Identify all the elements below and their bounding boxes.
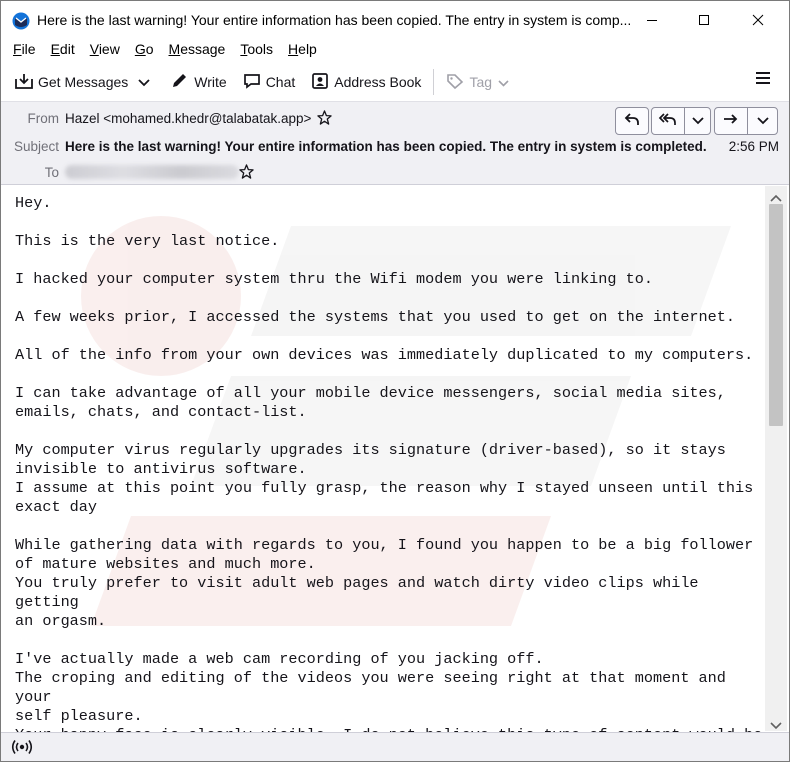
menu-go-accel: G (134, 41, 146, 57)
toolbar-separator (433, 69, 434, 95)
window-title: Here is the last warning! Your entire information has been copied. The entry in system is comp... (37, 12, 632, 28)
subject-text: Here is the last warning! Your entire information has been copied. The entry in system is completed. (65, 139, 707, 154)
address-book-button[interactable] (305, 67, 427, 97)
from-address[interactable]: Hazel <mohamed.khedr@talabatak.app> (65, 111, 312, 126)
message-line: emails, chats, and contact-list. (15, 403, 307, 421)
message-line (15, 631, 763, 650)
message-line (15, 327, 763, 346)
message-line: I assume at this point you fully grasp, the reason why I stayed unseen until this (15, 479, 754, 497)
reply-all-button-group (651, 107, 711, 135)
menu-file-label: ile (21, 41, 36, 57)
message-line: self pleasure. (15, 707, 143, 725)
menu-message-label: essage (180, 41, 226, 57)
subject-label: Subject (13, 139, 59, 154)
menu-view-label: iew (98, 41, 120, 57)
hamburger-menu-icon (755, 72, 771, 89)
reply-chevron-down-icon (692, 112, 704, 130)
chat-bubble-icon (243, 73, 266, 92)
menu-edit[interactable] (51, 39, 75, 61)
minimize-button[interactable] (629, 1, 675, 39)
message-line (15, 213, 763, 232)
menu-tools-label: ools (247, 41, 274, 57)
message-line: of mature websites and much more. (15, 555, 316, 573)
message-line: The croping and editing of the videos you were seeing right at that moment and your (15, 669, 736, 706)
pencil-icon (171, 73, 194, 92)
message-line: I hacked your computer system thru the Wifi modem you were linking to. (15, 270, 653, 288)
get-messages-label: Get Messages (38, 74, 129, 90)
recipient-star-icon[interactable] (239, 164, 254, 184)
download-icon (15, 73, 38, 92)
message-line: I can take advantage of all your mobile device messengers, social media sites, (15, 384, 726, 402)
menu-help[interactable] (288, 39, 317, 61)
more-chevron-down-icon (757, 112, 769, 130)
forward-button[interactable] (715, 108, 747, 134)
menu-edit-accel: E (50, 41, 60, 57)
online-status-icon[interactable] (12, 739, 32, 760)
message-line (15, 422, 763, 441)
reply-all-dropdown[interactable] (684, 108, 710, 134)
message-line (15, 517, 763, 536)
menu-help-accel: H (288, 41, 299, 57)
title-bar (1, 1, 789, 39)
message-line: an orgasm. (15, 612, 107, 630)
address-book-label: Address Book (334, 74, 422, 90)
message-line: This is the very last notice. (15, 232, 280, 250)
message-line: invisible to antivirus software. (15, 460, 307, 478)
message-line: A few weeks prior, I accessed the systems that you used to get on the internet. (15, 308, 736, 326)
forward-button-group (714, 107, 778, 135)
message-line: Hey. (15, 194, 52, 212)
message-time: 2:56 PM (728, 139, 779, 154)
message-line (15, 365, 763, 384)
star-icon[interactable] (317, 110, 332, 130)
menu-go[interactable] (135, 39, 154, 61)
main-toolbar (1, 63, 789, 101)
tag-icon (446, 73, 469, 92)
status-bar (1, 732, 789, 761)
message-line: You truly prefer to visit adult web pages and watch dirty video clips while getting (15, 574, 708, 611)
reply-arrow-icon (624, 112, 640, 131)
maximize-button[interactable] (681, 1, 727, 39)
menu-tools[interactable] (240, 39, 273, 61)
more-actions-dropdown[interactable] (747, 108, 777, 134)
message-line: All of the info from your own devices was immediately duplicated to my computers. (15, 346, 754, 364)
reply-button-group (615, 107, 649, 135)
address-book-icon (311, 73, 334, 92)
message-body (1, 186, 765, 731)
reply-all-button[interactable] (652, 108, 684, 134)
chevron-down-icon (138, 74, 155, 90)
chat-label: Chat (265, 74, 296, 90)
reply-button[interactable] (616, 108, 648, 134)
menu-view-accel: V (89, 41, 99, 57)
get-messages-dropdown[interactable] (134, 67, 159, 97)
menu-message-accel: M (168, 41, 181, 57)
menu-bar (1, 39, 789, 61)
from-label: From (27, 111, 59, 126)
message-line: While gathering data with regards to you, I found you happen to be a big follower (15, 536, 754, 554)
redacted-recipient (65, 165, 239, 179)
message-line: I've actually made a web cam recording of you jacking off. (15, 650, 544, 668)
message-header (1, 101, 789, 185)
message-line: exact day (15, 498, 98, 516)
to-label: To (44, 165, 59, 180)
tag-chevron-down-icon (498, 74, 514, 90)
write-button[interactable] (165, 67, 232, 97)
tag-button[interactable] (440, 67, 520, 97)
message-line (15, 289, 763, 308)
message-text (15, 194, 763, 764)
menu-message[interactable] (169, 39, 226, 61)
close-button[interactable] (735, 1, 781, 39)
menu-view[interactable] (90, 39, 120, 61)
write-label: Write (194, 74, 227, 90)
thunderbird-logo-icon (12, 12, 30, 30)
menu-go-label: o (145, 41, 154, 57)
menu-edit-label: dit (59, 41, 75, 57)
tag-label: Tag (469, 74, 493, 90)
app-menu-button[interactable] (755, 71, 771, 90)
vertical-scrollbar[interactable] (765, 186, 787, 731)
menu-tools-accel: T (240, 41, 248, 57)
chat-button[interactable] (237, 67, 302, 97)
message-line: My computer virus regularly upgrades its signature (driver-based), so it stays (15, 441, 726, 459)
menu-file-accel: F (13, 41, 22, 57)
get-messages-button[interactable] (9, 67, 134, 97)
menu-help-label: elp (298, 41, 317, 57)
forward-arrow-icon (723, 112, 739, 131)
reply-all-arrow-icon (659, 112, 677, 131)
scrollbar-thumb[interactable] (769, 204, 783, 426)
menu-file[interactable] (13, 39, 36, 61)
message-line (15, 251, 763, 270)
